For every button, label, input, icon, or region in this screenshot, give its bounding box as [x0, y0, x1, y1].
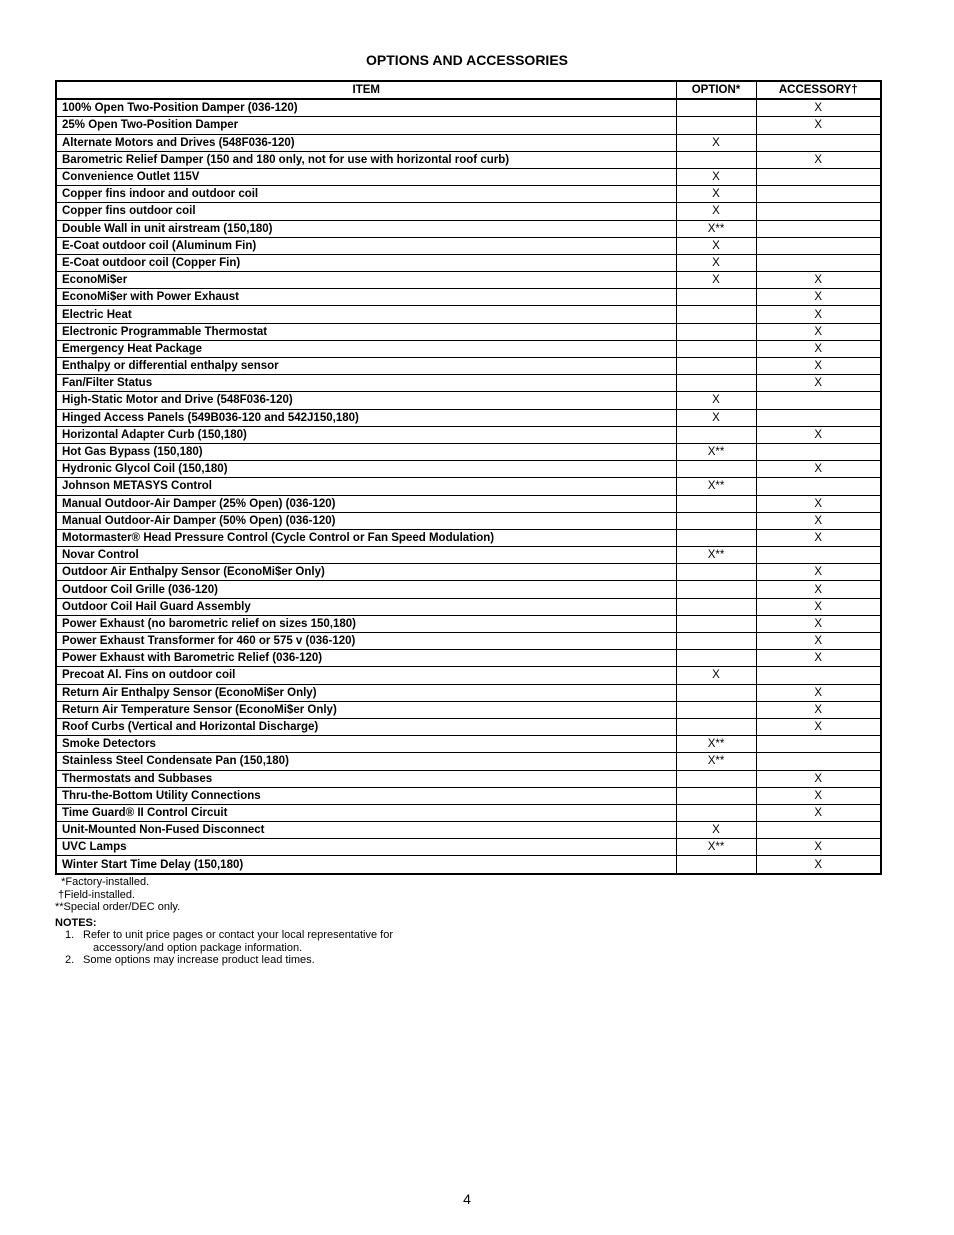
item-cell: Copper fins indoor and outdoor coil: [56, 186, 676, 203]
table-row: [56, 99, 881, 117]
option-cell: X**: [676, 547, 756, 564]
table-row: [56, 272, 881, 289]
accessory-cell: X: [756, 684, 881, 701]
item-cell: Power Exhaust (no barometric relief on sizes 150,180): [56, 615, 676, 632]
option-cell: X: [676, 822, 756, 839]
accessory-cell: [756, 667, 881, 684]
table-row: [56, 323, 881, 340]
option-cell: X**: [676, 443, 756, 460]
note-text-continued: accessory/and option package information.: [93, 941, 303, 954]
item-cell: Winter Start Time Delay (150,180): [56, 856, 676, 874]
accessory-cell: X: [756, 804, 881, 821]
item-cell: High-Static Motor and Drive (548F036-120): [56, 392, 676, 409]
table-row: [56, 753, 881, 770]
accessory-cell: X: [756, 598, 881, 615]
accessory-cell: X: [756, 117, 881, 134]
item-cell: Horizontal Adapter Curb (150,180): [56, 426, 676, 443]
item-cell: Double Wall in unit airstream (150,180): [56, 220, 676, 237]
accessory-cell: X: [756, 701, 881, 718]
accessory-cell: X: [756, 461, 881, 478]
table-row: [56, 581, 881, 598]
item-cell: 25% Open Two-Position Damper: [56, 117, 676, 134]
option-cell: X: [676, 186, 756, 203]
table-row: [56, 770, 881, 787]
options-accessories-table: [55, 80, 882, 875]
accessory-cell: X: [756, 787, 881, 804]
accessory-cell: [756, 134, 881, 151]
item-cell: EconoMi$er: [56, 272, 676, 289]
option-cell: [676, 117, 756, 134]
option-cell: [676, 856, 756, 874]
item-cell: UVC Lamps: [56, 839, 676, 856]
accessory-cell: [756, 547, 881, 564]
option-cell: [676, 529, 756, 546]
accessory-cell: X: [756, 581, 881, 598]
option-cell: [676, 426, 756, 443]
accessory-cell: X: [756, 615, 881, 632]
item-cell: Enthalpy or differential enthalpy sensor: [56, 358, 676, 375]
accessory-cell: X: [756, 99, 881, 117]
accessory-cell: [756, 822, 881, 839]
table-row: [56, 151, 881, 168]
option-cell: [676, 804, 756, 821]
option-cell: [676, 633, 756, 650]
accessory-cell: X: [756, 564, 881, 581]
item-cell: EconoMi$er with Power Exhaust: [56, 289, 676, 306]
item-cell: Copper fins outdoor coil: [56, 203, 676, 220]
option-cell: X: [676, 272, 756, 289]
item-cell: Convenience Outlet 115V: [56, 168, 676, 185]
accessory-cell: [756, 220, 881, 237]
option-cell: [676, 358, 756, 375]
accessory-cell: X: [756, 839, 881, 856]
table-row: [56, 478, 881, 495]
item-cell: Fan/Filter Status: [56, 375, 676, 392]
footnote-factory: *Factory-installed.: [55, 876, 150, 888]
item-cell: Manual Outdoor-Air Damper (50% Open) (036-120): [56, 512, 676, 529]
item-cell: Alternate Motors and Drives (548F036-120): [56, 134, 676, 151]
accessory-cell: X: [756, 375, 881, 392]
accessory-cell: [756, 392, 881, 409]
accessory-cell: X: [756, 426, 881, 443]
table-row: [56, 306, 881, 323]
page-number: 4: [463, 1191, 471, 1207]
option-cell: [676, 461, 756, 478]
note-1: [55, 929, 485, 954]
note-number: 2.: [65, 954, 75, 966]
item-cell: E-Coat outdoor coil (Aluminum Fin): [56, 237, 676, 254]
accessory-cell: [756, 254, 881, 271]
accessory-cell: X: [756, 529, 881, 546]
table-row: [56, 117, 881, 134]
accessory-cell: [756, 478, 881, 495]
item-cell: Roof Curbs (Vertical and Horizontal Discharge): [56, 718, 676, 735]
option-cell: [676, 718, 756, 735]
item-cell: Barometric Relief Damper (150 and 180 only, not for use with horizontal roof curb): [56, 151, 676, 168]
table-row: [56, 186, 881, 203]
table-row: [56, 736, 881, 753]
table-row: [56, 254, 881, 271]
option-cell: X**: [676, 478, 756, 495]
table-row: [56, 358, 881, 375]
accessory-cell: X: [756, 495, 881, 512]
footnote-special: **Special order/DEC only.: [55, 901, 181, 913]
item-cell: Johnson METASYS Control: [56, 478, 676, 495]
accessory-cell: X: [756, 323, 881, 340]
table-row: [56, 564, 881, 581]
accessory-cell: X: [756, 718, 881, 735]
table-header-row: [56, 81, 881, 99]
footnote-field: †Field-installed.: [55, 888, 136, 901]
item-cell: Stainless Steel Condensate Pan (150,180): [56, 753, 676, 770]
table-row: [56, 804, 881, 821]
option-cell: X: [676, 168, 756, 185]
item-cell: Return Air Enthalpy Sensor (EconoMi$er Only): [56, 684, 676, 701]
note-2: [55, 954, 485, 967]
table-row: [56, 701, 881, 718]
footnotes: [55, 876, 485, 967]
option-cell: [676, 650, 756, 667]
item-cell: Hot Gas Bypass (150,180): [56, 443, 676, 460]
accessory-cell: X: [756, 512, 881, 529]
option-cell: X: [676, 392, 756, 409]
accessory-cell: X: [756, 289, 881, 306]
item-cell: Unit-Mounted Non-Fused Disconnect: [56, 822, 676, 839]
accessory-cell: X: [756, 358, 881, 375]
option-cell: [676, 701, 756, 718]
accessory-cell: [756, 168, 881, 185]
table-row: [56, 443, 881, 460]
item-cell: Thermostats and Subbases: [56, 770, 676, 787]
table-row: [56, 839, 881, 856]
item-cell: Thru-the-Bottom Utility Connections: [56, 787, 676, 804]
table-row: [56, 134, 881, 151]
option-cell: [676, 323, 756, 340]
accessory-cell: X: [756, 770, 881, 787]
option-cell: [676, 787, 756, 804]
option-cell: [676, 512, 756, 529]
table-row: [56, 203, 881, 220]
table-row: [56, 529, 881, 546]
accessory-cell: X: [756, 340, 881, 357]
option-cell: [676, 495, 756, 512]
table-row: [56, 237, 881, 254]
option-cell: [676, 581, 756, 598]
option-cell: [676, 770, 756, 787]
table-row: [56, 168, 881, 185]
table-row: [56, 495, 881, 512]
accessory-cell: X: [756, 650, 881, 667]
notes-title: NOTES:: [55, 916, 97, 929]
table-row: [56, 547, 881, 564]
table-row: [56, 375, 881, 392]
option-cell: [676, 684, 756, 701]
item-cell: Manual Outdoor-Air Damper (25% Open) (036-120): [56, 495, 676, 512]
option-cell: X: [676, 667, 756, 684]
option-cell: X**: [676, 753, 756, 770]
note-text: Some options may increase product lead times.: [83, 954, 315, 966]
header-item: ITEM: [56, 81, 676, 99]
table-row: [56, 220, 881, 237]
item-cell: Precoat Al. Fins on outdoor coil: [56, 667, 676, 684]
option-cell: [676, 99, 756, 117]
accessory-cell: X: [756, 151, 881, 168]
accessory-cell: X: [756, 272, 881, 289]
table-row: [56, 289, 881, 306]
accessory-cell: [756, 203, 881, 220]
item-cell: Outdoor Coil Hail Guard Assembly: [56, 598, 676, 615]
table-row: [56, 392, 881, 409]
item-cell: Outdoor Air Enthalpy Sensor (EconoMi$er Only): [56, 564, 676, 581]
item-cell: Outdoor Coil Grille (036-120): [56, 581, 676, 598]
accessory-cell: X: [756, 856, 881, 874]
table-row: [56, 598, 881, 615]
table-row: [56, 684, 881, 701]
item-cell: Power Exhaust Transformer for 460 or 575 v (036-120): [56, 633, 676, 650]
note-text: Refer to unit price pages or contact your local representative for: [83, 929, 393, 941]
item-cell: Smoke Detectors: [56, 736, 676, 753]
option-cell: [676, 615, 756, 632]
option-cell: [676, 306, 756, 323]
item-cell: E-Coat outdoor coil (Copper Fin): [56, 254, 676, 271]
item-cell: Power Exhaust with Barometric Relief (036-120): [56, 650, 676, 667]
item-cell: Electric Heat: [56, 306, 676, 323]
option-cell: [676, 340, 756, 357]
accessory-cell: [756, 237, 881, 254]
table-row: [56, 615, 881, 632]
item-cell: Motormaster® Head Pressure Control (Cycle Control or Fan Speed Modulation): [56, 529, 676, 546]
item-cell: 100% Open Two-Position Damper (036-120): [56, 99, 676, 117]
table-row: [56, 667, 881, 684]
option-cell: [676, 289, 756, 306]
table-row: [56, 409, 881, 426]
option-cell: X: [676, 134, 756, 151]
item-cell: Hydronic Glycol Coil (150,180): [56, 461, 676, 478]
table-row: [56, 512, 881, 529]
table-row: [56, 340, 881, 357]
option-cell: [676, 598, 756, 615]
table-row: [56, 633, 881, 650]
option-cell: X: [676, 203, 756, 220]
table-row: [56, 787, 881, 804]
accessory-cell: [756, 736, 881, 753]
item-cell: Hinged Access Panels (549B036-120 and 542J150,180): [56, 409, 676, 426]
header-accessory: ACCESSORY†: [756, 81, 881, 99]
table-row: [56, 426, 881, 443]
table-body: [56, 99, 881, 873]
accessory-cell: [756, 753, 881, 770]
note-number: 1.: [65, 929, 75, 941]
page-title: OPTIONS AND ACCESSORIES: [366, 52, 568, 68]
table-row: [56, 461, 881, 478]
table-row: [56, 718, 881, 735]
table-row: [56, 856, 881, 874]
table-row: [56, 822, 881, 839]
accessory-cell: X: [756, 306, 881, 323]
item-cell: Return Air Temperature Sensor (EconoMi$er Only): [56, 701, 676, 718]
item-cell: Electronic Programmable Thermostat: [56, 323, 676, 340]
option-cell: X**: [676, 839, 756, 856]
option-cell: X: [676, 237, 756, 254]
accessory-cell: [756, 409, 881, 426]
option-cell: X**: [676, 736, 756, 753]
option-cell: X: [676, 409, 756, 426]
option-cell: [676, 151, 756, 168]
item-cell: Emergency Heat Package: [56, 340, 676, 357]
accessory-cell: [756, 443, 881, 460]
option-cell: X**: [676, 220, 756, 237]
option-cell: [676, 375, 756, 392]
option-cell: [676, 564, 756, 581]
accessory-cell: [756, 186, 881, 203]
item-cell: Time Guard® II Control Circuit: [56, 804, 676, 821]
table-row: [56, 650, 881, 667]
accessory-cell: X: [756, 633, 881, 650]
item-cell: Novar Control: [56, 547, 676, 564]
option-cell: X: [676, 254, 756, 271]
header-option: OPTION*: [676, 81, 756, 99]
